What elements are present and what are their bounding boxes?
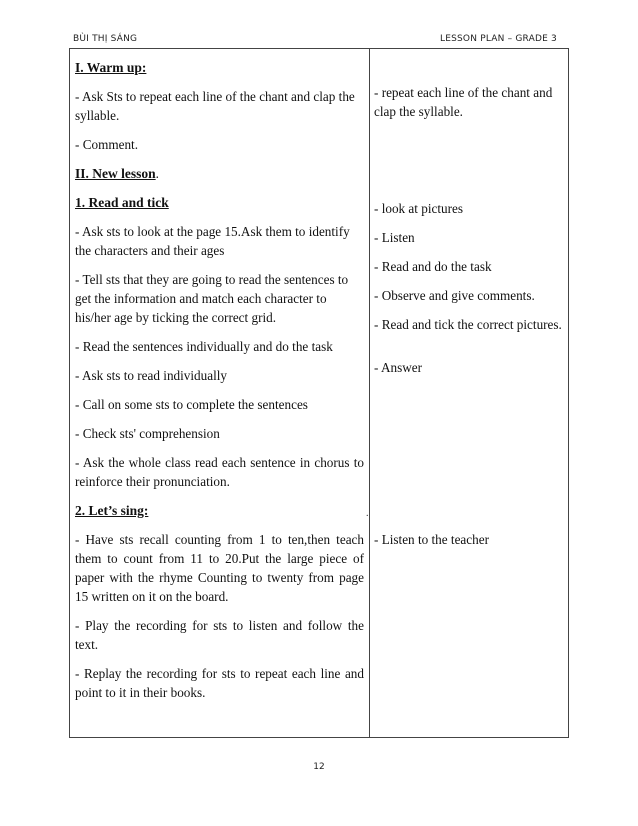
activity-text: - Ask Sts to repeat each line of the chant and clap the syllable. xyxy=(75,89,355,123)
activity-text: - Call on some sts to complete the sentences xyxy=(75,397,308,412)
activity-text: - Ask sts to look at the page 15.Ask them to identify the characters and their ages xyxy=(75,224,350,258)
activity-text: - Tell sts that they are going to read the sentences to get the information and match each character to his/her age by ticking the correct grid. xyxy=(75,272,349,325)
student-activity: - Listen to the teacher xyxy=(374,532,489,547)
student-activity: - Answer xyxy=(374,360,422,375)
student-activity: - look at pictures xyxy=(374,201,463,216)
stray-mark: . xyxy=(366,508,369,519)
student-activities-column xyxy=(374,83,564,559)
student-activity: - Observe and give comments. xyxy=(374,288,535,303)
warm-up-heading: I. Warm up: xyxy=(75,60,147,75)
column-divider xyxy=(369,49,370,738)
activity-text: - Have sts recall counting from 1 to ten,then teach them to count from 11 to 20.Put the large piece of paper with the rhyme Counting to twenty from page 15 written on it on the board. xyxy=(75,532,364,604)
page-number: 12 xyxy=(313,762,325,772)
activity-text: - Replay the recording for sts to repeat each line and point to it in their books. xyxy=(75,666,364,700)
heading-suffix: . xyxy=(155,166,159,181)
student-activity: - Listen xyxy=(374,230,415,245)
activity-text: - Check sts' comprehension xyxy=(75,426,220,441)
activity-text: - Comment. xyxy=(75,137,139,152)
activity-text: - Read the sentences individually and do the task xyxy=(75,339,333,354)
lets-sing-heading: 2. Let’s sing: xyxy=(75,503,149,518)
new-lesson-heading: II. New lesson xyxy=(75,166,156,181)
activity-text: - Ask the whole class read each sentence in chorus to reinforce their pronunciation. xyxy=(75,455,364,489)
student-activity: - Read and tick the correct pictures. xyxy=(374,317,562,332)
read-and-tick-heading: 1. Read and tick xyxy=(75,195,169,210)
activity-text: - Play the recording for sts to listen and follow the text. xyxy=(75,618,364,652)
header-author: BÙI THỊ SÁNG xyxy=(73,34,138,44)
header-title: LESSON PLAN – GRADE 3 xyxy=(440,34,557,44)
student-activity: - repeat each line of the chant and clap the syllable. xyxy=(374,85,553,119)
activity-text: - Ask sts to read individually xyxy=(75,368,228,383)
new-lesson-heading-line xyxy=(75,164,364,183)
teacher-activities-column xyxy=(75,58,364,712)
student-activity: - Read and do the task xyxy=(374,259,492,274)
